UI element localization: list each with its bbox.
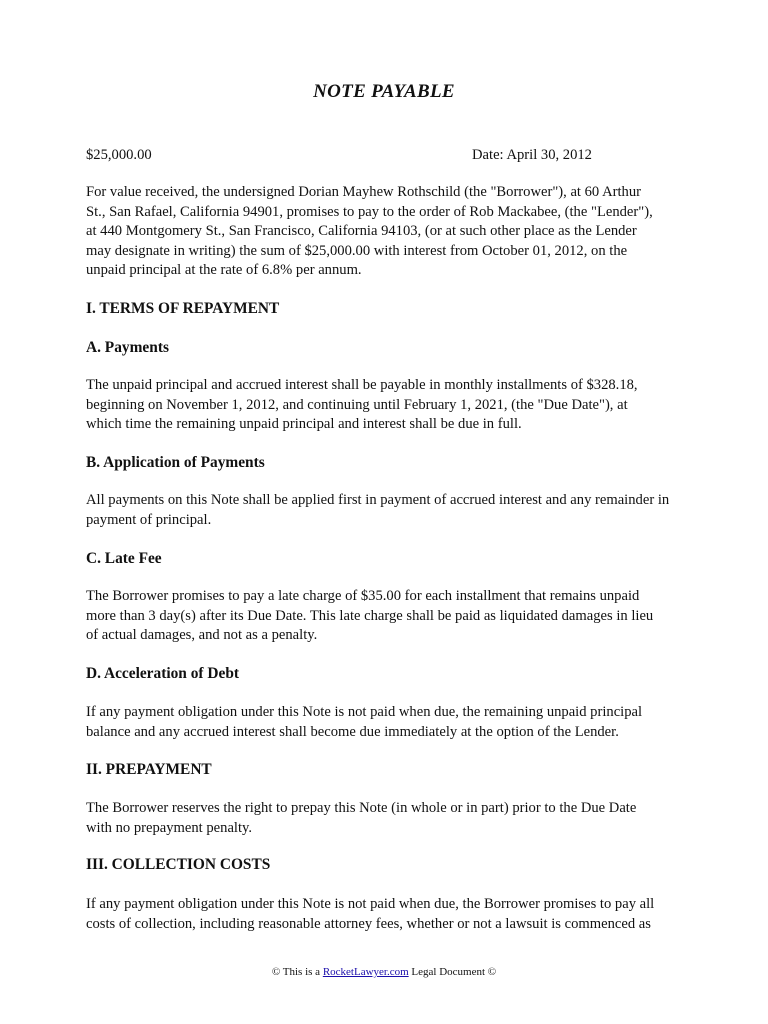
text-line: unpaid principal at the rate of 6.8% per annum.	[86, 262, 362, 278]
collection-costs-paragraph	[86, 895, 686, 934]
text-line: with no prepayment penalty.	[86, 819, 253, 836]
footer-prefix: © This is a	[271, 966, 323, 978]
text-line: St., San Rafael, California 94901, promises to pay to the order of Rob Mackabee, (the "Lender"),	[86, 203, 653, 220]
text-line: The Borrower promises to pay a late charge of $35.00 for each installment that remains unpaid	[86, 588, 640, 604]
section-heading-terms: I. TERMS OF REPAYMENT	[86, 300, 280, 317]
text-line: If any payment obligation under this Note is not paid when due, the Borrower promises to pay all	[86, 896, 655, 912]
document-footer	[0, 966, 768, 978]
subsection-heading-payments: A. Payments	[86, 339, 169, 356]
application-paragraph	[86, 491, 686, 530]
section-heading-prepayment: II. PREPAYMENT	[86, 761, 212, 778]
subsection-heading-acceleration: D. Acceleration of Debt	[86, 665, 240, 682]
text-line: balance and any accrued interest shall become due immediately at the option of the Lender.	[86, 723, 619, 740]
text-line: If any payment obligation under this Note is not paid when due, the remaining unpaid principal	[86, 704, 643, 720]
text-line: more than 3 day(s) after its Due Date. This late charge shall be paid as liquidated damages in lieu	[86, 607, 654, 624]
text-line: The unpaid principal and accrued interest shall be payable in monthly installments of $328.18,	[86, 377, 638, 393]
note-date: Date: April 30, 2012	[472, 147, 592, 163]
text-line: For value received, the undersigned Dorian Mayhew Rothschild (the "Borrower"), at 60 Arthur	[86, 184, 641, 200]
section-heading-collection-costs: III. COLLECTION COSTS	[86, 856, 271, 873]
text-line: which time the remaining unpaid principal and interest shall be due in full.	[86, 416, 522, 432]
late-fee-paragraph	[86, 587, 686, 646]
text-line: at 440 Montgomery St., San Francisco, California 94103, (or at such other place as the Lender	[86, 223, 637, 239]
text-line: payment of principal.	[86, 511, 212, 528]
rocketlawyer-link[interactable]: RocketLawyer.com	[322, 966, 409, 978]
note-amount: $25,000.00	[86, 147, 152, 163]
subsection-heading-application: B. Application of Payments	[86, 454, 265, 471]
text-line: costs of collection, including reasonable attorney fees, whether or not a lawsuit is commenced as	[86, 915, 651, 932]
payments-paragraph	[86, 376, 686, 435]
text-line: beginning on November 1, 2012, and continuing until February 1, 2021, (the "Due Date"), at	[86, 396, 628, 413]
footer-suffix: Legal Document ©	[408, 966, 497, 978]
document-title: NOTE PAYABLE	[313, 81, 455, 102]
text-line: of actual damages, and not as a penalty.	[86, 627, 318, 643]
subsection-heading-late-fee: C. Late Fee	[86, 550, 162, 567]
prepayment-paragraph	[86, 799, 686, 838]
intro-paragraph	[86, 183, 686, 281]
text-line: The Borrower reserves the right to prepay this Note (in whole or in part) prior to the Due Date	[86, 800, 637, 816]
text-line: may designate in writing) the sum of $25,000.00 with interest from October 01, 2012, on the	[86, 242, 628, 259]
acceleration-paragraph	[86, 703, 686, 742]
text-line: All payments on this Note shall be applied first in payment of accrued interest and any remainder in	[86, 492, 670, 508]
